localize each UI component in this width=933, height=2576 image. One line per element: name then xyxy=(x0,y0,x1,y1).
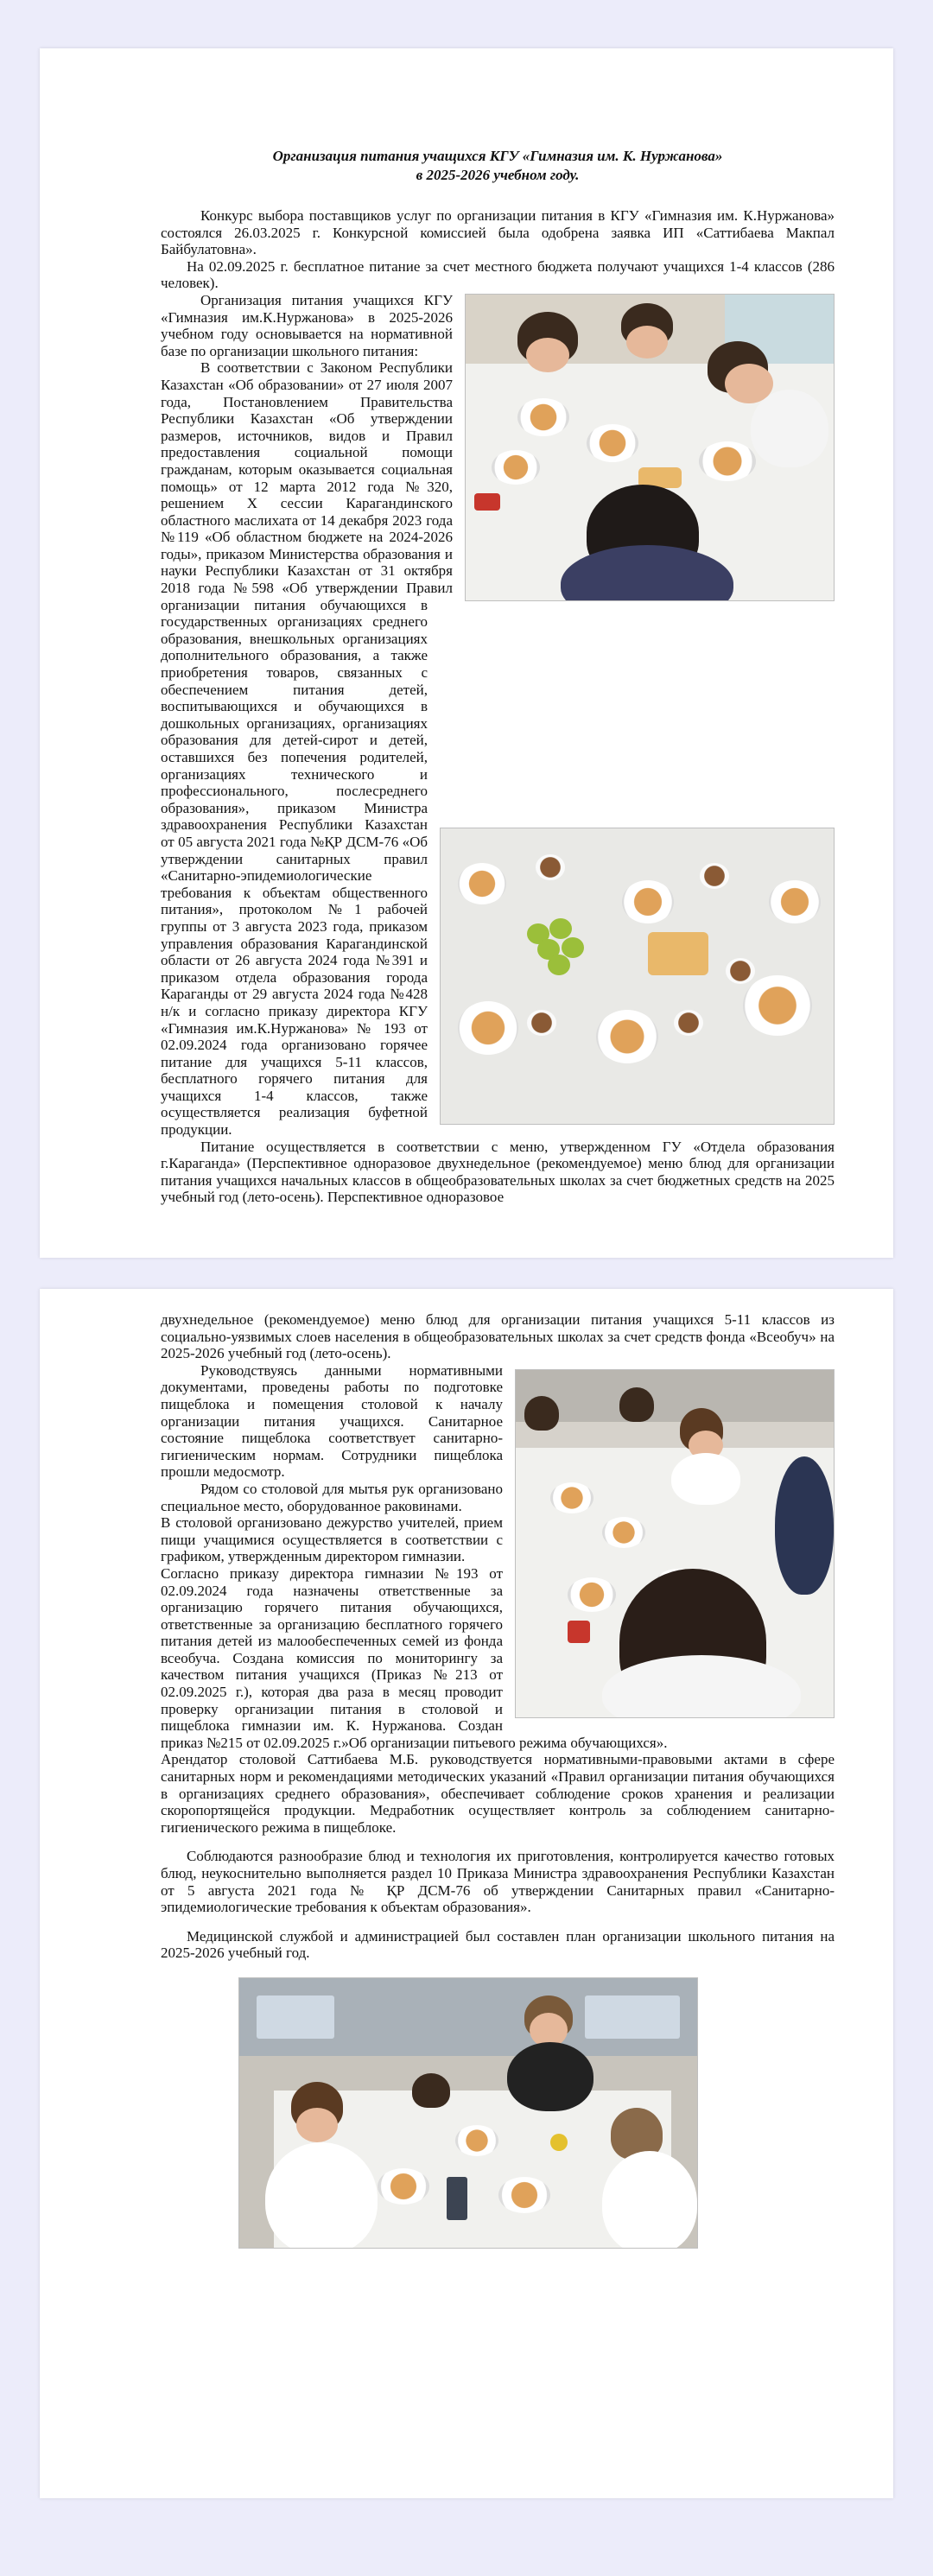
document-title xyxy=(161,147,835,185)
title-line-1: Организация питания учащихся КГУ «Гимназия им. К. Нуржанова» xyxy=(272,148,723,164)
paragraph-order-193: Согласно приказу директора гимназии №193 от 02.09.2024 года назначены ответственные за организацию горячего питания обучающихся, ответственные за организацию бесплатного горячего питания детей из малообеспеченных семей из фонда всеобуча. Создана комиссия по мониторингу за качеством питания учащихся (Приказ №213 от 02.09.2025 г.), которая два раза в месяц проводит проверку организации питания в столовой и пищеблока гимназии им. К. Нуржанова. Создан приказ №215 от 02.09.2025 г.»Об организации питьевого режима обучающихся». xyxy=(161,1564,668,1751)
photo-meal-table xyxy=(440,828,835,1125)
photo-children-eating xyxy=(465,294,835,601)
document-page-2 xyxy=(40,1289,893,2498)
paragraph-contest: Конкурс выбора поставщиков услуг по организации питания в КГУ «Гимназия им. К.Нуржанова» состоялся 26.03.2025 г. Конкурсной комиссией была одобрена заявка ИП «Саттибаева Макпал Байбулатовна». xyxy=(161,207,835,258)
paragraph-normative-base: Организация питания учащихся КГУ «Гимназия им.К.Нуржанова» в 2025-2026 учебном году основывается на нормативной базе по организации школьного питания: xyxy=(161,291,453,359)
paragraph-legal-basis: В соответствии с Законом Республики Казахстан «Об образовании» от 27 июля 2007 года, Постановлением Правительства Республики Казахстан «Об утверждении размеров, источников, видов и Правил предоставления социальной помощи гражданам, которым оказывается социальная помощь» от 12 марта 2012 года №320, решением X сессии Карагандинского областного маслихата от 14 декабря 2023 года №119 «Об областном бюджете на 2024-2026 годы», приказом Министерства образования и науки Республики Казахстан от 31 октября 2018 года №598 «Об утверждении Правил организации питания обучающихся в государственных организациях среднего образования, внешкольных организациях дополнительного образования, а также приобретения товаров, связанных с обеспечением питания детей, воспитывающихся и обучающихся в дошкольных организациях, организациях образования для детей-сирот и детей, оставшихся без попечения родителей, организациях технического и профессионального, послесреднего образования», приказом Министра здравоохранения Республики Казахстан от 05 августа 2021 года №ҚР ДСМ-76 «Об утверждении санитарных правил «Санитарно-эпидемиологические требования к объектам общественного питания», протоколом №1 рабочей группы от 3 августа 2023 года, приказом управления образования Карагандинской области от 26 августа 2024 года №391 и приказом отдела образования города Караганды от 29 августа 2024 года №428 н/к и согласно приказу директора КГУ «Гимназия им.К.Нуржанова» № 193 от 02.09.2024 года организовано горячее питание для учащихся 5-11 классов, бесплатного горячего питания для учащихся 1-4 классов, также осуществляется реализация буфетной продукции. xyxy=(161,359,453,1139)
paragraph-dish-variety: Соблюдаются разнообразие блюд и технология их приготовления, контролируется качество готовых блюд, неукоснительно выполняется раздел 10 Приказа Министра здравоохранения Республики Казахстан от 5 августа 2021 года № ҚР ДСМ-76 об утверждении Санитарных правил «Санитарно-эпидемиологические требования к объектам образования». xyxy=(161,1848,835,1916)
paragraph-free-meals: На 02.09.2025 г. бесплатное питание за счет местного бюджета получают учащихся 1-4 классов (286 человек). xyxy=(161,257,835,292)
photo-canteen-children xyxy=(515,1369,835,1718)
document-page-1 xyxy=(40,48,893,1258)
photo-dining-hall xyxy=(238,1977,698,2249)
paragraph-tenant: Арендатор столовой Саттибаева М.Б. руководствуется нормативными-правовыми актами в сфере санитарных норм и рекомендациями методических указаний «Правил организации питания обучающихся в организациях среднего образования», обеспечивает соблюдение сроков хранения и реализации скоропортящейся продукции. Медработник осуществляет контроль за соблюдением санитарно-гигиенического режима в пищеблоке. xyxy=(161,1751,835,1836)
paragraph-handwashing: Рядом со столовой для мытья рук организовано специальное место, оборудованное раковинами. xyxy=(161,1480,503,1514)
paragraph-menu-continued: двухнедельное (рекомендуемое) меню блюд для организации питания учащихся 5-11 классов из социально-уязвимых слоев населения в общеобразовательных школах за счет средств фонда «Всеобуч» на 2025-2026 учебный год (лето-осень). xyxy=(161,1311,835,1362)
title-line-2: в 2025-2026 учебном году. xyxy=(416,167,580,183)
paragraph-preparation: Руководствуясь данными нормативными документами, проведены работы по подготовке пищеблока и помещения столовой к началу организации питания учащихся. Санитарное состояние пищеблока соответствует санитарно-гигиеническим нормам. Сотрудники пищеблока прошли медосмотр. xyxy=(161,1361,503,1481)
paragraph-duty: В столовой организовано дежурство учителей, прием пищи учащимися осуществляется в соответствии с графиком, утвержденным директором гимназии. xyxy=(161,1514,503,1565)
paragraph-menu: Питание осуществляется в соответствии с меню, утвержденном ГУ «Отдела образования г.Караганда» (Перспективное одноразовое двухнедельное (рекомендуемое) меню блюд для организации питания учащихся начальных классов в общеобразовательных школах за счет бюджетных средств на 2025 учебный год (лето-осень). Перспективное одноразовое xyxy=(161,1138,835,1206)
paragraph-plan: Медицинской службой и администрацией был составлен план организации школьного питания на 2025-2026 учебный год. xyxy=(161,1927,835,1962)
